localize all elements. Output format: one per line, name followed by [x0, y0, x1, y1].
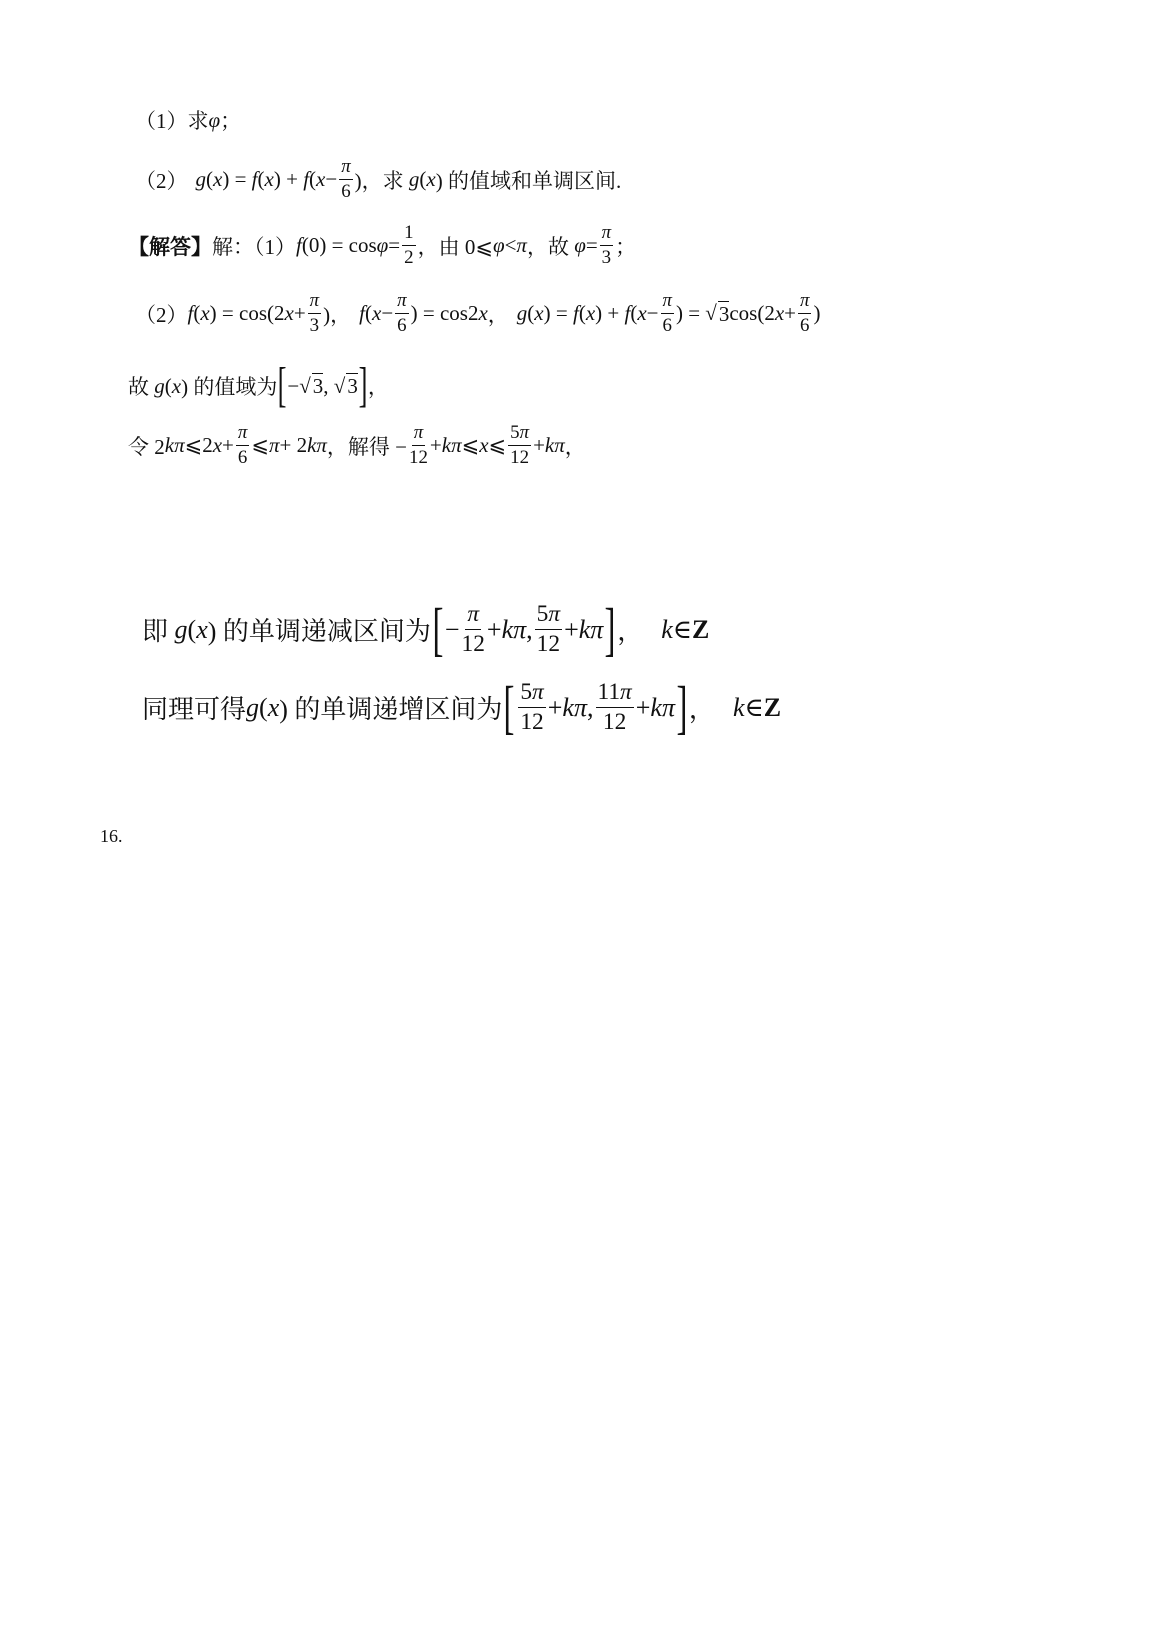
increasing-interval: 同理可得 g ( x ) 的单调递增区间为 [ $\frac{5\pi}{12}$ + kπ , $\frac{11\pi}{12}$ + kπ ] ， k ∈ Z — [142, 674, 782, 740]
decreasing-interval: 即 g ( x ) 的单调递减区间为 [ − $\frac{\pi}{12}$ + kπ , $\frac{5\pi}{12}$ + kπ ] ， k ∈ Z — [142, 596, 710, 662]
question-number: 16. — [100, 826, 123, 846]
answer-part-1: 【解答】 解：（1） f (0) = cos φ = $\frac{1}{2}$ ，由 0⩽ φ < π ，故 φ = $\frac{\pi}{3}$ ； — [128, 222, 637, 268]
question-part-1: （1）求 φ ； — [135, 107, 242, 133]
range-statement: 故 g ( x ) 的值域为 [ −√ 3 , √ 3 ] ， — [128, 359, 389, 412]
question-part-2: （2） g ( x ) = f ( x ) + f ( x − $\frac{\pi}{6}$ )，求 g ( x ) 的值域和单调区间. — [135, 156, 622, 202]
inequality-statement: 令 2 kπ ⩽2 x + $\frac{\pi}{6}$ ⩽ π + 2 kπ ，解得 − $\frac{\pi}{12}$ + kπ ⩽ x ⩽ $\frac{5\pi}{12}$ + kπ ， — [128, 422, 586, 468]
answer-part-2: （2） f ( x ) = cos(2 x + $\frac{\pi}{3}$ )， f ( x − $\frac{\pi}{6}$ ) = cos2 x ， g ( x ) = f ( x ) + f ( x − $\frac{\pi}{6}$ ) = √ 3 cos(2 x + $\frac{\pi}{6}$ ) — [135, 290, 821, 336]
